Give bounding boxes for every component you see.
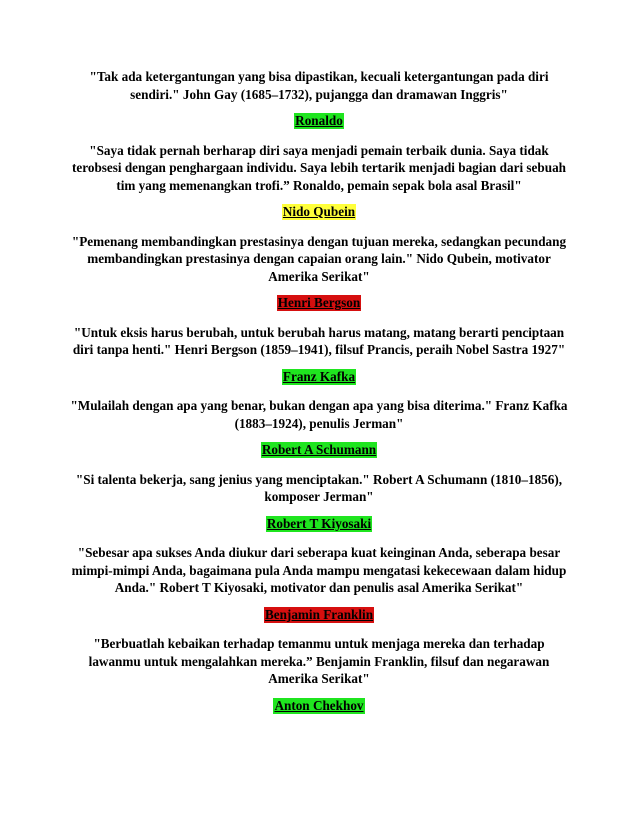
quote-text: "Mulailah dengan apa yang benar, bukan dengan apa yang bisa diterima." Franz Kafka (1883–1924), penulis Jerman": [70, 398, 568, 431]
quote-text: "Sebesar apa sukses Anda diukur dari seberapa kuat keinginan Anda, seberapa besar mimpi-mimpi Anda, bagaimana pula Anda mampu mengatasi kekecewaan dalam hidup Anda." Robert T Kiyosaki, motivator dan penulis asal Amerika Serikat": [71, 545, 567, 595]
quote-text: "Untuk eksis harus berubah, untuk berubah harus matang, matang berarti penciptaan diri tanpa henti." Henri Bergson (1859–1941), filsuf Prancis, peraih Nobel Sastra 1927": [72, 324, 566, 357]
author-heading: [70, 441, 568, 459]
author-heading: [70, 606, 568, 624]
author-heading: [70, 368, 568, 386]
quote-text: "Si talenta bekerja, sang jenius yang menciptakan." Robert A Schumann (1810–1856), komposer Jerman": [75, 471, 563, 504]
author-heading: [70, 515, 568, 533]
author-name: Nido Qubein: [282, 204, 356, 219]
quote-text: "Berbuatlah kebaikan terhadap temanmu untuk menjaga mereka dan terhadap lawanmu untuk mengalahkan mereka.” Benjamin Franklin, filsuf dan negarawan Amerika Serikat": [88, 636, 550, 686]
quote-text: "Tak ada ketergantungan yang bisa dipastikan, kecuali ketergantungan pada diri sendiri." John Gay (1685–1732), pujangga dan dramawan Inggris": [89, 69, 549, 102]
author-heading: [70, 112, 568, 130]
author-name: Henri Bergson: [277, 295, 361, 310]
author-name: Robert T Kiyosaki: [266, 515, 372, 531]
author-name: Franz Kafka: [282, 368, 356, 384]
quote-text: "Pemenang membandingkan prestasinya dengan tujuan mereka, sedangkan pecundang membandingkan prestasinya dengan capaian orang lain." Nido Qubein, motivator Amerika Serikat": [71, 233, 567, 284]
author-name: Benjamin Franklin: [264, 606, 374, 622]
author-heading: [70, 294, 568, 312]
author-heading: [70, 203, 568, 221]
author-heading: [70, 697, 568, 715]
document-page: [70, 68, 568, 726]
quote-text: "Saya tidak pernah berharap diri saya menjadi pemain terbaik dunia. Saya tidak terobsesi dengan penghargaan individu. Saya lebih tertarik menjadi bagian dari sebuah tim yang memenangkan trofi.” Ronaldo, pemain sepak bola asal Brasil": [71, 142, 566, 193]
author-name: Robert A Schumann: [261, 442, 377, 457]
author-name: Anton Chekhov: [274, 697, 364, 713]
author-name: Ronaldo: [295, 113, 343, 128]
